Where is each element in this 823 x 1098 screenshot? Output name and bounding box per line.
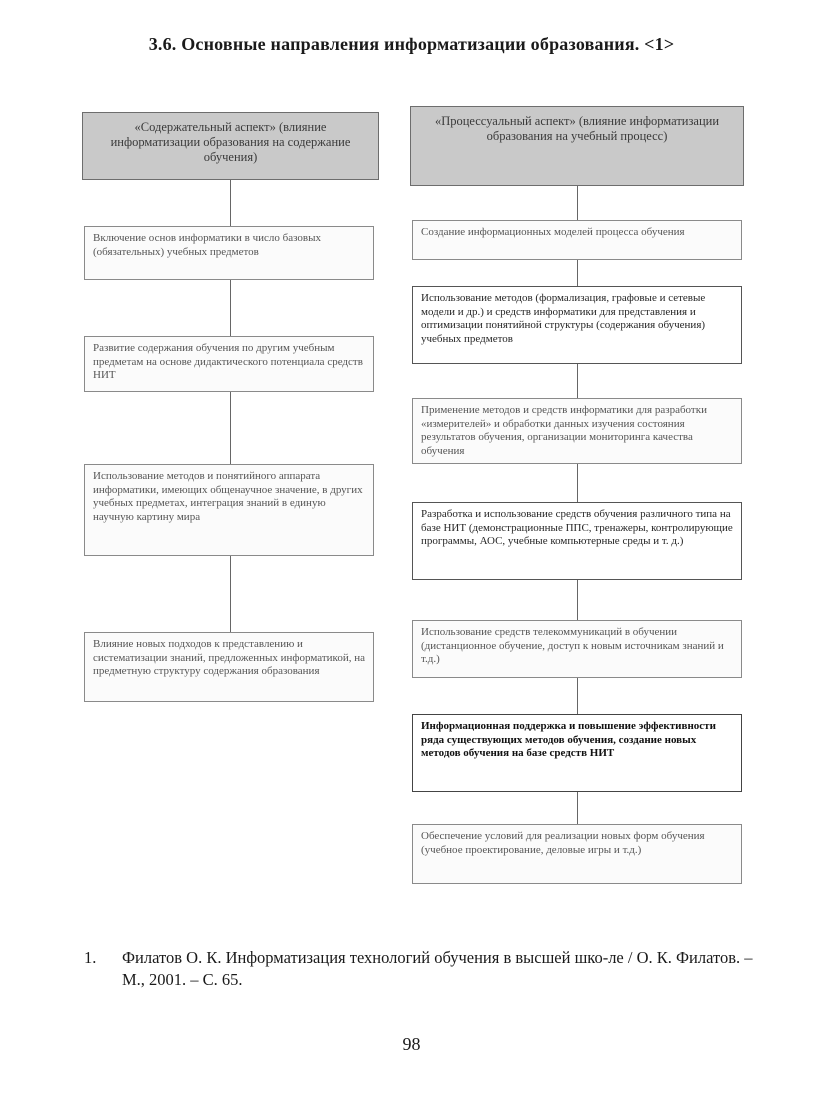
right-item-box-5 [412,620,742,678]
left-header-text: «Содержательный аспект» (влияние информатизации образования на содержание обучения) [110,120,351,164]
left-item-text: Использование методов и понятийного аппарата информатики, имеющих общенаучное значение, в других учебных предметах, интеграция знаний в единую научную картину мира [93,470,363,523]
right-item-text: Применение методов и средств информатики для разработки «измерителей» и обработки данных изучения состояния результатов обучения, организации мониторинга качества обучения [421,404,707,457]
left-item-text: Развитие содержания обучения по другим учебным предметам на основе дидактического потенциала средств НИТ [93,342,363,381]
right-item-box-1 [412,220,742,260]
connector-line [577,364,578,398]
connector-line [577,792,578,824]
right-item-text: Информационная поддержка и повышение эффективности ряда существующих методов обучения, создание новых методов обучения на базе средств НИТ [421,720,716,759]
right-item-text: Создание информационных моделей процесса обучения [421,226,685,238]
right-item-text: Использование средств телекоммуникаций в обучении (дистанционное обучение, доступ к новым источникам знаний и т.д.) [421,626,724,665]
right-item-box-4 [412,502,742,580]
left-item-text: Влияние новых подходов к представлению и систематизации знаний, предложенных информатикой, на предметную структуру содержания образования [93,638,365,677]
footnote-text: Филатов О. К. Информатизация технологий обучения в высшей шко-ле / О. К. Филатов. – М., 2001. – С. 65. [122,948,753,989]
right-item-text: Использование методов (формализация, графовые и сетевые модели и др.) и средств информатики для представления и оптимизации понятийной структуры (содержания обучения) учебных предметов [421,292,706,345]
right-item-box-7 [412,824,742,884]
right-item-box-2 [412,286,742,364]
right-item-box-3 [412,398,742,464]
page-number: 98 [402,1034,421,1054]
left-item-box-2 [84,336,374,392]
connector-line [230,556,231,632]
connector-line [577,580,578,620]
right-header-text: «Процессуальный аспект» (влияние информатизации образования на учебный процесс) [434,114,720,143]
left-item-box-4 [84,632,374,702]
right-header-box [410,106,744,186]
connector-line [577,186,578,220]
right-item-box-6 [412,714,742,792]
left-item-box-3 [84,464,374,556]
left-header-box [82,112,379,180]
footnote-number: 1. [84,948,97,967]
right-item-text: Разработка и использование средств обучения различного типа на базе НИТ (демонстрационные ППС, тренажеры, контролирующие программы, АОС, учебные компьютерные среды и т. д.) [421,508,733,547]
left-item-text: Включение основ информатики в число базовых (обязательных) учебных предметов [93,232,321,258]
connector-line [577,260,578,286]
connector-line [230,280,231,336]
connector-line [577,464,578,502]
page-title: 3.6. Основные направления информатизации образования. <1> [148,34,675,54]
right-item-text: Обеспечение условий для реализации новых форм обучения (учебное проектирование, деловые игры и т.д.) [421,830,705,856]
connector-line [230,180,231,226]
connector-line [230,392,231,464]
left-item-box-1 [84,226,374,280]
connector-line [577,678,578,714]
